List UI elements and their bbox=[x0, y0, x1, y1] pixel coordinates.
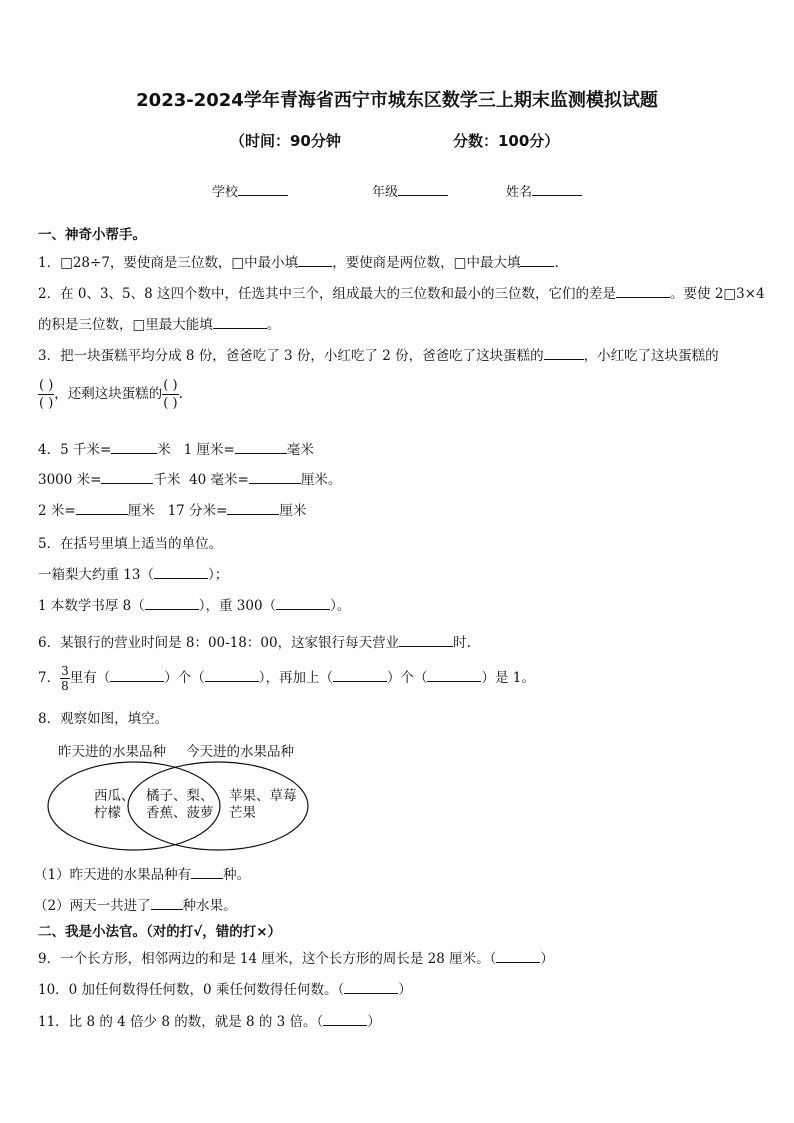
page-title: 2023-2024学年青海省西宁市城东区数学三上期末监测模拟试题 bbox=[136, 90, 658, 111]
q7-text: 7． bbox=[38, 670, 61, 686]
question-11 bbox=[38, 1010, 381, 1030]
q4-text: 厘米。 bbox=[300, 472, 342, 488]
school-label: 学校 bbox=[212, 185, 239, 200]
question-6 bbox=[38, 631, 471, 651]
q7-text: ）个（ bbox=[164, 670, 205, 686]
q4-text: 4．5 千米= bbox=[38, 442, 112, 458]
q4-text: 2 米= bbox=[38, 503, 76, 519]
venn-left-item: 西瓜、 bbox=[94, 788, 135, 804]
q4-text: 毫米 bbox=[286, 442, 314, 458]
q6-text: 6．某银行的营业时间是 8：00-18：00，这家银行每天营业 bbox=[38, 635, 400, 651]
name-label: 姓名 bbox=[506, 185, 533, 200]
q4-text: 3000 米= bbox=[38, 472, 102, 488]
answer-blank bbox=[205, 667, 259, 682]
q7-text: ）是 1。 bbox=[481, 670, 535, 686]
q5-text: ）。 bbox=[330, 598, 351, 614]
fraction-denominator: ( ) bbox=[163, 396, 178, 411]
answer-blank bbox=[235, 439, 287, 454]
section-1-heading: 一、神奇小帮手。 bbox=[38, 227, 146, 243]
fraction-numerator: 3 bbox=[61, 664, 69, 678]
question-5-item-2 bbox=[38, 594, 350, 614]
answer-blank bbox=[276, 595, 330, 610]
answer-blank bbox=[399, 632, 453, 647]
q11-text: ） bbox=[367, 1014, 381, 1030]
question-1 bbox=[38, 251, 559, 271]
venn-left-label: 昨天进的水果品种 bbox=[58, 744, 166, 760]
answer-blank bbox=[616, 283, 670, 298]
q11-text: 11．比 8 的 4 倍少 8 的数，就是 8 的 3 倍。（ bbox=[38, 1014, 324, 1030]
q1-text-b: ，要使商是两位数，□中最大填 bbox=[332, 255, 521, 271]
time-label: （时间：90分钟 bbox=[230, 132, 341, 150]
answer-blank bbox=[101, 469, 153, 484]
question-8: 8．观察如图，填空。 bbox=[38, 711, 169, 727]
q2-text-d: 。 bbox=[266, 317, 281, 333]
q8-text: （2）两天一共进了 bbox=[34, 898, 151, 914]
question-2-line-1 bbox=[38, 282, 765, 302]
fraction-numerator: ( ) bbox=[39, 378, 54, 393]
venn-middle-item: 香蕉、菠萝 bbox=[146, 805, 214, 821]
q8-text: 种水果。 bbox=[182, 898, 237, 914]
answer-blank bbox=[145, 595, 199, 610]
venn-right-item: 芒果 bbox=[229, 805, 256, 821]
question-5: 5．在括号里填上适当的单位。 bbox=[38, 536, 223, 552]
q4-text: 厘米 bbox=[279, 503, 307, 519]
q7-text: ）个（ bbox=[386, 670, 428, 686]
name-field bbox=[506, 181, 582, 200]
answer-blank bbox=[344, 979, 398, 994]
answer-blank bbox=[544, 345, 584, 360]
q4-text: 17 分米= bbox=[167, 503, 228, 519]
q10-text: ） bbox=[398, 982, 412, 998]
q1-text-c: . bbox=[554, 255, 559, 271]
question-5-item-1 bbox=[38, 563, 228, 583]
q4-text: 40 毫米= bbox=[189, 472, 249, 488]
q7-text: 里有（ bbox=[69, 670, 111, 686]
question-4-row-3 bbox=[38, 499, 306, 519]
question-9 bbox=[38, 947, 554, 967]
answer-blank bbox=[110, 667, 164, 682]
answer-blank bbox=[427, 667, 481, 682]
q5-text: 一箱梨大约重 13（ bbox=[38, 567, 154, 583]
question-4-row-2 bbox=[38, 468, 341, 488]
answer-blank bbox=[76, 500, 128, 515]
q5-text: ）； bbox=[207, 567, 229, 583]
question-4-row-1 bbox=[38, 438, 314, 458]
fraction-blank bbox=[162, 377, 178, 412]
q3-text-d: . bbox=[178, 386, 183, 402]
answer-blank bbox=[249, 469, 301, 484]
answer-blank bbox=[333, 667, 387, 682]
question-10 bbox=[38, 978, 412, 998]
grade-blank bbox=[398, 181, 448, 196]
answer-blank bbox=[323, 1011, 367, 1026]
q9-text: 9．一个长方形，相邻两边的和是 14 厘米，这个长方形的周长是 28 厘米。（ bbox=[38, 951, 497, 967]
q9-text: ） bbox=[540, 951, 554, 967]
fraction-blank bbox=[38, 377, 54, 412]
q3-text-c: ，还剩这块蛋糕的 bbox=[54, 386, 163, 402]
section-2-heading: 二、我是小法官。（对的打√，错的打×） bbox=[38, 924, 282, 940]
grade-label: 年级 bbox=[372, 185, 399, 200]
q4-text: 1 厘米= bbox=[183, 442, 235, 458]
answer-blank bbox=[227, 500, 279, 515]
venn-middle-item: 橘子、梨、 bbox=[146, 788, 214, 804]
q3-text-a: 3．把一块蛋糕平均分成 8 份，爸爸吃了 3 份，小红吃了 2 份，爸爸吃了这块蛋糕的 bbox=[38, 348, 544, 364]
answer-blank bbox=[213, 314, 267, 329]
fraction-denominator: 8 bbox=[61, 679, 69, 693]
answer-blank bbox=[520, 252, 554, 267]
fraction bbox=[60, 664, 70, 693]
q5-text: 1 本数学书厚 8（ bbox=[38, 598, 145, 614]
question-7 bbox=[38, 664, 535, 693]
venn-left-item: 柠檬 bbox=[94, 805, 121, 821]
q2-text-b: 。要使 2□3×4 bbox=[670, 286, 765, 302]
school-field bbox=[212, 181, 288, 200]
venn-right-label: 今天进的水果品种 bbox=[186, 744, 294, 760]
school-blank bbox=[238, 181, 288, 196]
q5-text: ），重 300（ bbox=[198, 598, 277, 614]
venn-right-item: 苹果、草莓 bbox=[229, 788, 297, 804]
answer-blank bbox=[298, 252, 332, 267]
q8-text: 种。 bbox=[223, 867, 251, 883]
q6-text: 时. bbox=[453, 635, 471, 651]
q2-text-a: 2．在 0、3、5、8 这四个数中，任选其中三个，组成最大的三位数和最小的三位数，它们的差是 bbox=[38, 286, 617, 302]
q3-text-b: ，小红吃了这块蛋糕的 bbox=[583, 348, 719, 364]
name-blank bbox=[532, 181, 582, 196]
question-3-line-1 bbox=[38, 344, 719, 364]
answer-blank bbox=[154, 564, 208, 579]
answer-blank bbox=[191, 864, 223, 879]
fraction-numerator: ( ) bbox=[163, 378, 178, 393]
question-8-sub-1 bbox=[34, 863, 250, 883]
score-label: 分数：100分） bbox=[453, 132, 560, 150]
q4-text: 厘米 bbox=[127, 503, 155, 519]
grade-field bbox=[372, 181, 448, 200]
q10-text: 10．0 加任何数得任何数，0 乘任何数得任何数。（ bbox=[38, 982, 345, 998]
q4-text: 米 bbox=[157, 442, 171, 458]
q1-text-a: 1．□28÷7，要使商是三位数，□中最小填 bbox=[38, 255, 299, 271]
q8-text: （1）昨天进的水果品种有 bbox=[34, 867, 192, 883]
question-3-line-2 bbox=[38, 377, 183, 412]
q7-text: ），再加上（ bbox=[258, 670, 333, 686]
answer-blank bbox=[111, 439, 157, 454]
answer-blank bbox=[496, 948, 540, 963]
answer-blank bbox=[151, 895, 183, 910]
question-8-sub-2 bbox=[34, 894, 237, 914]
q2-text-c: 的积是三位数，□里最大能填 bbox=[38, 317, 213, 333]
fraction-denominator: ( ) bbox=[39, 396, 54, 411]
question-2-line-2 bbox=[38, 313, 280, 333]
q4-text: 千米 bbox=[153, 472, 181, 488]
